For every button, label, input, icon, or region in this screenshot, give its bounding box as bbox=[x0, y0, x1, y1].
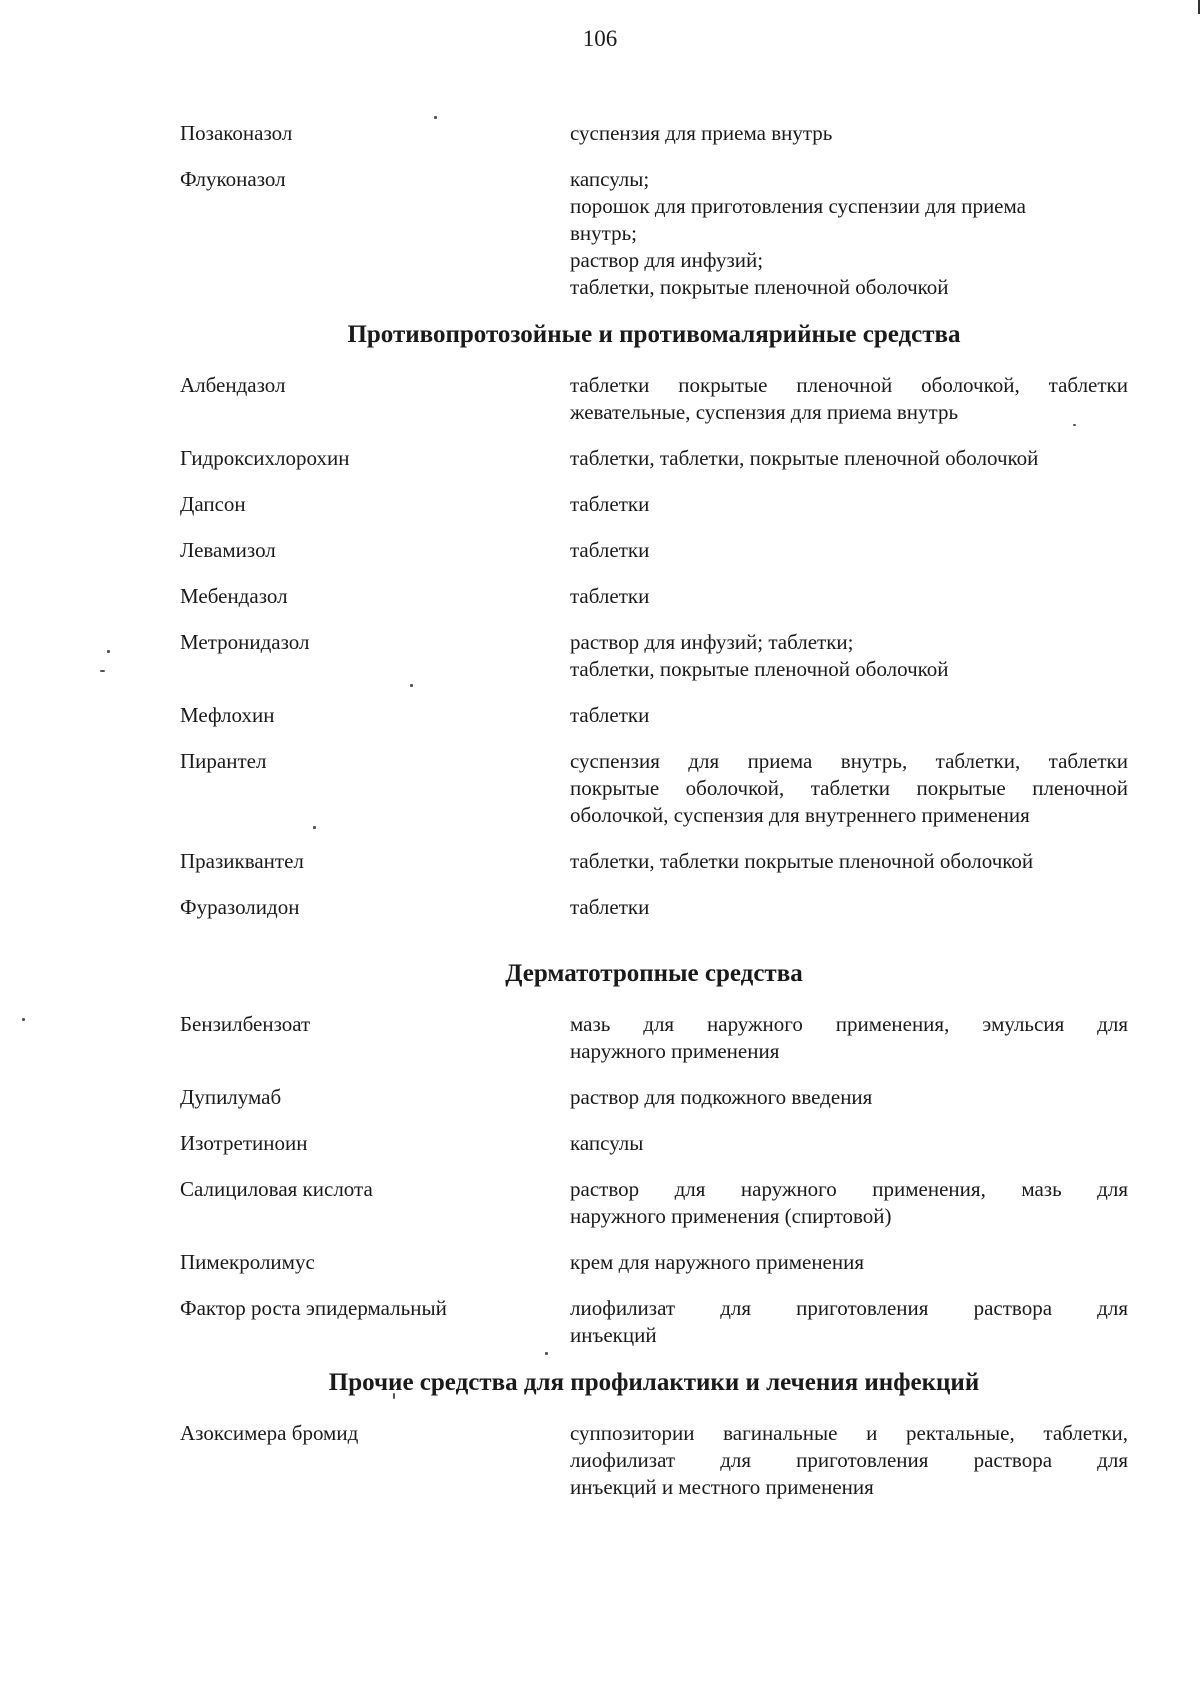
drug-name: Гидроксихлорохин bbox=[180, 446, 350, 470]
table-row bbox=[180, 1420, 1128, 1501]
page-number: 106 bbox=[582, 26, 618, 51]
table-row bbox=[180, 894, 1128, 921]
dosage-form-line: таблетки, таблетки покрытые пленочной оболочкой bbox=[570, 849, 1034, 873]
table-row bbox=[180, 166, 1128, 301]
dosage-form-line: таблетки bbox=[570, 492, 650, 516]
dosage-form-line: таблетки, таблетки, покрытые пленочной оболочкой bbox=[570, 446, 1039, 470]
table-row bbox=[180, 748, 1128, 829]
dosage-forms bbox=[570, 894, 1128, 921]
drug-name: Пирантел bbox=[180, 749, 267, 773]
drug-name: Празиквантел bbox=[180, 849, 304, 873]
dosage-forms bbox=[570, 702, 1128, 729]
drug-name: Мефлохин bbox=[180, 703, 275, 727]
dosage-form-line: суппозитории вагинальные и ректальные, таблетки, bbox=[570, 1421, 1128, 1445]
scan-speck bbox=[107, 650, 110, 653]
dosage-forms bbox=[570, 1295, 1128, 1349]
dosage-form-line: таблетки bbox=[570, 538, 650, 562]
dosage-form-line: покрытые оболочкой, таблетки покрытые пленочной bbox=[570, 776, 1128, 800]
drug-name: Бензилбензоат bbox=[180, 1012, 311, 1036]
dosage-forms bbox=[570, 166, 1128, 301]
dosage-form-line: наружного применения (спиртовой) bbox=[570, 1204, 892, 1228]
dosage-form-line: наружного применения bbox=[570, 1039, 780, 1063]
dosage-forms bbox=[570, 120, 1128, 147]
dosage-form-line: внутрь; bbox=[570, 221, 637, 245]
dosage-forms bbox=[570, 372, 1128, 426]
dosage-form-line: лиофилизат для приготовления раствора для bbox=[570, 1296, 1128, 1320]
dosage-form-line: лиофилизат для приготовления раствора для bbox=[570, 1448, 1128, 1472]
drug-name: Фуразолидон bbox=[180, 895, 300, 919]
dosage-form-line: таблетки bbox=[570, 703, 650, 727]
drug-name: Метронидазол bbox=[180, 630, 310, 654]
drug-name: Албендазол bbox=[180, 373, 286, 397]
table-row bbox=[180, 1084, 1128, 1111]
section-rows bbox=[180, 1011, 1128, 1349]
drug-name: Салициловая кислота bbox=[180, 1177, 373, 1201]
drug-name: Изотретиноин bbox=[180, 1131, 308, 1155]
table-row bbox=[180, 1295, 1128, 1349]
table-row bbox=[180, 848, 1128, 875]
table-row bbox=[180, 372, 1128, 426]
drug-name: Мебендазол bbox=[180, 584, 288, 608]
dosage-forms bbox=[570, 1420, 1128, 1501]
drug-name: Левамизол bbox=[180, 538, 276, 562]
document-body bbox=[180, 120, 1128, 1520]
dosage-forms bbox=[570, 537, 1128, 564]
rows-top bbox=[180, 120, 1128, 301]
dosage-forms bbox=[570, 1249, 1128, 1276]
dosage-form-line: оболочкой, суспензия для внутреннего применения bbox=[570, 803, 1030, 827]
dosage-forms bbox=[570, 491, 1128, 518]
dosage-forms bbox=[570, 748, 1128, 829]
table-row bbox=[180, 537, 1128, 564]
scan-speck bbox=[100, 670, 105, 672]
dosage-forms bbox=[570, 1084, 1128, 1111]
dosage-form-line: суспензия для приема внутрь, таблетки, таблетки bbox=[570, 749, 1128, 773]
table-row bbox=[180, 1249, 1128, 1276]
section-heading: Противопротозойные и противомалярийные средства bbox=[347, 321, 961, 348]
dosage-form-line: инъекций и местного применения bbox=[570, 1475, 874, 1499]
table-row bbox=[180, 629, 1128, 683]
drug-name: Фактор роста эпидермальный bbox=[180, 1296, 447, 1320]
table-row bbox=[180, 491, 1128, 518]
dosage-forms bbox=[570, 848, 1128, 875]
section-heading: Прочие средства для профилактики и лечения инфекций bbox=[328, 1369, 980, 1396]
table-row bbox=[180, 583, 1128, 610]
dosage-forms bbox=[570, 1011, 1128, 1065]
dosage-form-line: капсулы; bbox=[570, 167, 650, 191]
dosage-form-line: крем для наружного применения bbox=[570, 1250, 865, 1274]
table-row bbox=[180, 445, 1128, 472]
scan-speck bbox=[22, 1018, 25, 1021]
dosage-form-line: инъекций bbox=[570, 1323, 657, 1347]
dosage-form-line: порошок для приготовления суспензии для приема bbox=[570, 194, 1026, 218]
dosage-form-line: таблетки, покрытые пленочной оболочкой bbox=[570, 275, 949, 299]
table-row bbox=[180, 702, 1128, 729]
dosage-form-line: жевательные, суспензия для приема внутрь bbox=[570, 400, 959, 424]
drug-name: Дупилумаб bbox=[180, 1085, 282, 1109]
drug-name: Позаконазол bbox=[180, 121, 293, 145]
dosage-forms bbox=[570, 445, 1128, 472]
table-row bbox=[180, 1176, 1128, 1230]
dosage-form-line: таблетки покрытые пленочной оболочкой, таблетки bbox=[570, 373, 1128, 397]
dosage-forms bbox=[570, 1130, 1128, 1157]
dosage-form-line: раствор для наружного применения, мазь для bbox=[570, 1177, 1128, 1201]
dosage-form-line: раствор для подкожного введения bbox=[570, 1085, 873, 1109]
dosage-form-line: раствор для инфузий; таблетки; bbox=[570, 630, 854, 654]
dosage-forms bbox=[570, 583, 1128, 610]
dosage-form-line: мазь для наружного применения, эмульсия для bbox=[570, 1012, 1128, 1036]
drug-name: Азоксимера бромид bbox=[180, 1421, 359, 1445]
table-row bbox=[180, 1011, 1128, 1065]
drug-name: Дапсон bbox=[180, 492, 246, 516]
drug-name: Пимекролимус bbox=[180, 1250, 315, 1274]
dosage-form-line: раствор для инфузий; bbox=[570, 248, 764, 272]
dosage-forms bbox=[570, 1176, 1128, 1230]
dosage-form-line: таблетки bbox=[570, 584, 650, 608]
dosage-form-line: таблетки bbox=[570, 895, 650, 919]
table-row bbox=[180, 1130, 1128, 1157]
dosage-forms bbox=[570, 629, 1128, 683]
dosage-form-line: таблетки, покрытые пленочной оболочкой bbox=[570, 657, 949, 681]
drug-name: Флуконазол bbox=[180, 167, 286, 191]
table-row bbox=[180, 120, 1128, 147]
scan-speck bbox=[434, 116, 437, 119]
section-heading: Дерматотропные средства bbox=[505, 960, 803, 987]
section-rows bbox=[180, 1420, 1128, 1501]
section-rows bbox=[180, 372, 1128, 921]
dosage-form-line: суспензия для приема внутрь bbox=[570, 121, 833, 145]
dosage-form-line: капсулы bbox=[570, 1131, 644, 1155]
